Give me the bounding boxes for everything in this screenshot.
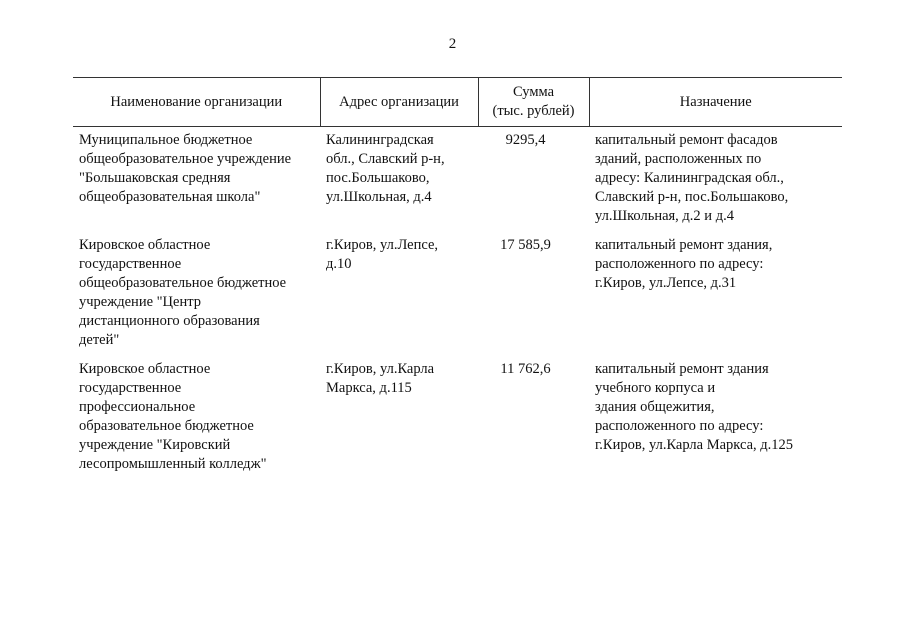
header-row — [73, 78, 842, 127]
table-header — [73, 78, 842, 127]
header-address: Адрес организации — [320, 78, 478, 127]
table-row — [73, 226, 842, 350]
cell-organization: Муниципальное бюджетное общеобразовательное учреждение "Большаковская средняя общеобразовательная школа" — [79, 132, 292, 205]
cell-amount: 11 762,6 — [500, 361, 551, 377]
cell-organization: Кировское областное государственное профессиональное образовательное бюджетное учреждение "Кировский лесопромышленный колледж" — [79, 361, 267, 472]
header-amount: Сумма (тыс. рублей) — [478, 78, 589, 127]
cell-amount: 9295,4 — [505, 132, 546, 148]
cell-address: г.Киров, ул.Карла Маркса, д.115 — [326, 361, 435, 396]
header-purpose: Назначение — [589, 78, 842, 127]
table-body — [73, 127, 842, 475]
table-row — [73, 127, 842, 227]
cell-organization: Кировское областное государственное общеобразовательное бюджетное учреждение "Центр дистанционного образования детей" — [79, 237, 287, 348]
cell-address: г.Киров, ул.Лепсе, д.10 — [326, 237, 439, 272]
organizations-table — [73, 77, 842, 474]
cell-amount: 17 585,9 — [500, 237, 551, 253]
cell-purpose: капитальный ремонт здания, расположенного по адресу: г.Киров, ул.Лепсе, д.31 — [595, 237, 773, 291]
cell-purpose: капитальный ремонт здания учебного корпуса и здания общежития, расположенного по адресу: г.Киров, ул.Карла Маркса, д.125 — [595, 361, 794, 453]
page-number: 2 — [448, 36, 457, 52]
table-row — [73, 350, 842, 474]
header-organization: Наименование организации — [73, 78, 320, 127]
cell-purpose: капитальный ремонт фасадов зданий, расположенных по адресу: Калининградская обл., Славский р-н, пос.Большаково, ул.Школьная, д.2 и д.4 — [595, 132, 789, 224]
cell-address: Калининградская обл., Славский р-н, пос.Большаково, ул.Школьная, д.4 — [326, 132, 445, 205]
